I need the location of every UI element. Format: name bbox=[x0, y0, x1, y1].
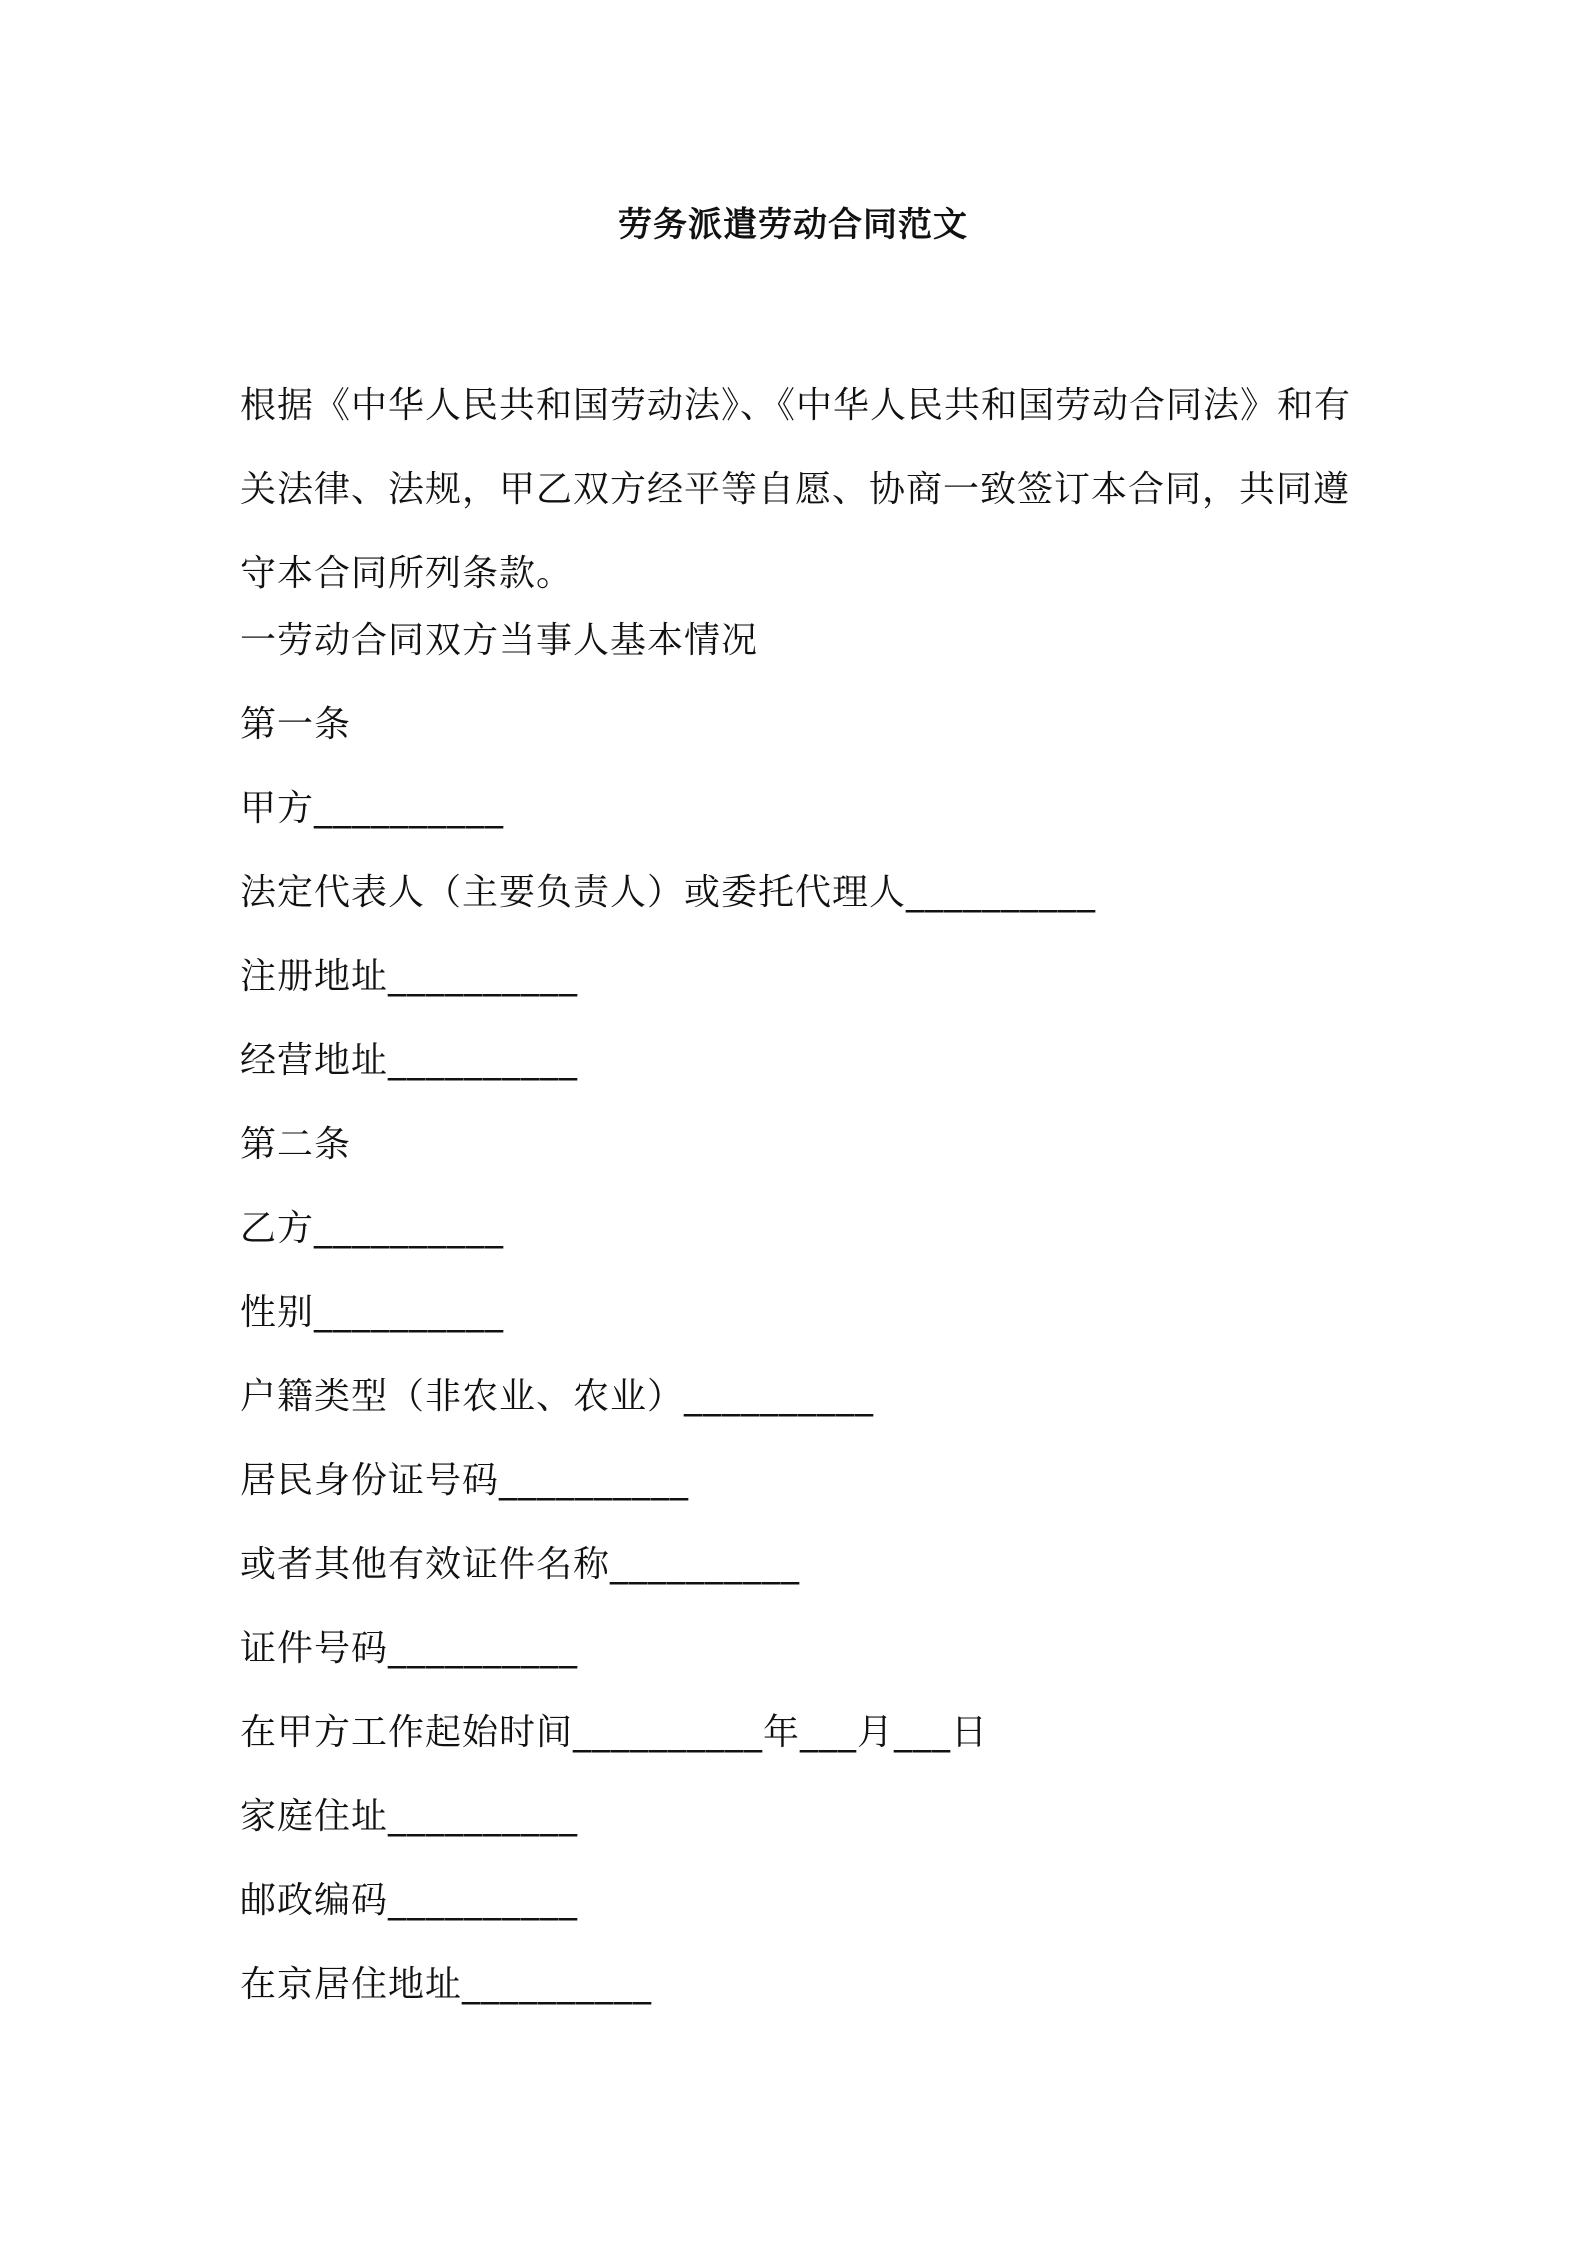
beijing-address-field: 在京居住地址__________ bbox=[240, 1964, 653, 2005]
certificate-number-field: 证件号码__________ bbox=[240, 1628, 579, 1669]
gender-field: 性别__________ bbox=[240, 1292, 505, 1333]
postal-code-field: 邮政编码__________ bbox=[240, 1880, 579, 1921]
other-id-name-field: 或者其他有效证件名称__________ bbox=[240, 1544, 801, 1585]
legal-representative-field: 法定代表人（主要负责人）或委托代理人__________ bbox=[240, 872, 1097, 913]
business-address-field: 经营地址__________ bbox=[240, 1040, 579, 1081]
household-type-field: 户籍类型（非农业、农业）__________ bbox=[240, 1376, 875, 1417]
registered-address-field: 注册地址__________ bbox=[240, 956, 579, 997]
party-b-field: 乙方__________ bbox=[240, 1208, 505, 1249]
id-number-field: 居民身份证号码__________ bbox=[240, 1460, 690, 1501]
section-heading-parties: 一劳动合同双方当事人基本情况 bbox=[240, 620, 759, 661]
home-address-field: 家庭住址__________ bbox=[240, 1796, 579, 1837]
start-date-field: 在甲方工作起始时间__________年___月___日 bbox=[240, 1712, 989, 1753]
intro-paragraph: 根据《中华人民共和国劳动法》、《中华人民共和国劳动合同法》和有关法律、法规，甲乙双方经平等自愿、协商一致签订本合同，共同遵守本合同所列条款。 bbox=[240, 385, 1352, 594]
document-title: 劳务派遣劳动合同范文 bbox=[618, 205, 968, 245]
article-one-heading: 第一条 bbox=[240, 704, 352, 745]
party-a-field: 甲方__________ bbox=[240, 788, 505, 829]
article-two-heading: 第二条 bbox=[240, 1124, 352, 1165]
